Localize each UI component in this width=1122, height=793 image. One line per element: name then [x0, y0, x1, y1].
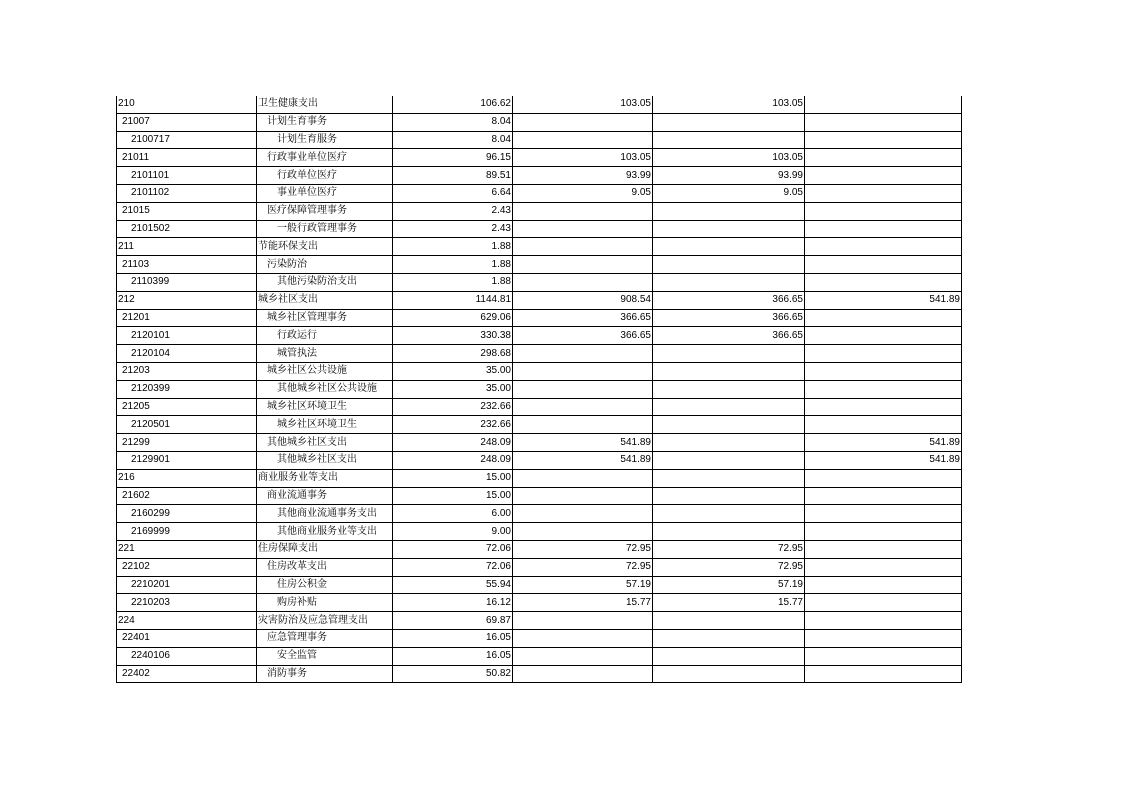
- amount-cell-2: [653, 362, 805, 380]
- amount-cell-1: 57.19: [513, 576, 653, 594]
- amount-cell-1: [513, 220, 653, 238]
- table-row: [117, 113, 962, 131]
- total-cell: 298.68: [393, 345, 513, 363]
- subject-name-cell: 节能环保支出: [257, 238, 393, 256]
- amount-cell-1: [513, 647, 653, 665]
- subject-name-cell: 其他城乡社区公共设施: [257, 380, 393, 398]
- subject-name-cell: 事业单位医疗: [257, 184, 393, 202]
- amount-cell-1: [513, 398, 653, 416]
- amount-cell-3: [805, 184, 962, 202]
- amount-cell-3: [805, 167, 962, 185]
- table-row: [117, 451, 962, 469]
- total-cell: 248.09: [393, 434, 513, 452]
- table-row: [117, 398, 962, 416]
- subject-code-cell: 21007: [117, 113, 257, 131]
- subject-code-cell: 21205: [117, 398, 257, 416]
- amount-cell-1: 15.77: [513, 594, 653, 612]
- subject-name-cell: 其他城乡社区支出: [257, 451, 393, 469]
- total-cell: 1.88: [393, 273, 513, 291]
- subject-name-cell: 购房补贴: [257, 594, 393, 612]
- total-cell: 1.88: [393, 256, 513, 274]
- total-cell: 8.04: [393, 113, 513, 131]
- amount-cell-2: [653, 273, 805, 291]
- total-cell: 8.04: [393, 131, 513, 149]
- subject-code-cell: 2120101: [117, 327, 257, 345]
- total-cell: 106.62: [393, 96, 513, 113]
- table-row: [117, 362, 962, 380]
- subject-code-cell: 210: [117, 96, 257, 113]
- amount-cell-1: 366.65: [513, 327, 653, 345]
- total-cell: 232.66: [393, 416, 513, 434]
- subject-code-cell: 2101102: [117, 184, 257, 202]
- subject-name-cell: 商业流通事务: [257, 487, 393, 505]
- subject-name-cell: 卫生健康支出: [257, 96, 393, 113]
- total-cell: 2.43: [393, 202, 513, 220]
- total-cell: 55.94: [393, 576, 513, 594]
- amount-cell-1: 72.95: [513, 558, 653, 576]
- amount-cell-2: 15.77: [653, 594, 805, 612]
- subject-name-cell: 住房公积金: [257, 576, 393, 594]
- subject-code-cell: 21011: [117, 149, 257, 167]
- subject-name-cell: 住房改革支出: [257, 558, 393, 576]
- amount-cell-1: [513, 469, 653, 487]
- amount-cell-2: [653, 416, 805, 434]
- subject-code-cell: 21203: [117, 362, 257, 380]
- amount-cell-1: [513, 612, 653, 630]
- amount-cell-3: [805, 576, 962, 594]
- amount-cell-3: [805, 487, 962, 505]
- amount-cell-3: 541.89: [805, 434, 962, 452]
- table-row: [117, 540, 962, 558]
- subject-name-cell: 消防事务: [257, 665, 393, 683]
- table-row: [117, 647, 962, 665]
- subject-name-cell: 医疗保障管理事务: [257, 202, 393, 220]
- subject-name-cell: 灾害防治及应急管理支出: [257, 612, 393, 630]
- amount-cell-1: [513, 256, 653, 274]
- amount-cell-1: [513, 487, 653, 505]
- subject-code-cell: 216: [117, 469, 257, 487]
- amount-cell-1: 93.99: [513, 167, 653, 185]
- amount-cell-2: 93.99: [653, 167, 805, 185]
- amount-cell-3: [805, 327, 962, 345]
- subject-name-cell: 行政事业单位医疗: [257, 149, 393, 167]
- amount-cell-3: [805, 594, 962, 612]
- subject-code-cell: 22401: [117, 629, 257, 647]
- amount-cell-2: 366.65: [653, 327, 805, 345]
- table-row: [117, 487, 962, 505]
- amount-cell-1: 908.54: [513, 291, 653, 309]
- subject-code-cell: 21103: [117, 256, 257, 274]
- total-cell: 50.82: [393, 665, 513, 683]
- subject-name-cell: 城管执法: [257, 345, 393, 363]
- table-row: [117, 256, 962, 274]
- table-row: [117, 523, 962, 541]
- subject-code-cell: 221: [117, 540, 257, 558]
- amount-cell-2: 366.65: [653, 291, 805, 309]
- table-row: [117, 291, 962, 309]
- amount-cell-3: [805, 665, 962, 683]
- amount-cell-3: [805, 540, 962, 558]
- amount-cell-3: [805, 113, 962, 131]
- amount-cell-3: [805, 273, 962, 291]
- amount-cell-2: [653, 398, 805, 416]
- amount-cell-2: 72.95: [653, 540, 805, 558]
- subject-code-cell: 2101502: [117, 220, 257, 238]
- table-row: [117, 96, 962, 113]
- total-cell: 1144.81: [393, 291, 513, 309]
- amount-cell-2: 57.19: [653, 576, 805, 594]
- subject-code-cell: 2129901: [117, 451, 257, 469]
- amount-cell-1: [513, 238, 653, 256]
- amount-cell-3: [805, 362, 962, 380]
- subject-code-cell: 2110399: [117, 273, 257, 291]
- subject-name-cell: 城乡社区环境卫生: [257, 416, 393, 434]
- subject-name-cell: 一般行政管理事务: [257, 220, 393, 238]
- subject-code-cell: 2210203: [117, 594, 257, 612]
- amount-cell-2: [653, 523, 805, 541]
- amount-cell-2: [653, 469, 805, 487]
- subject-name-cell: 应急管理事务: [257, 629, 393, 647]
- amount-cell-3: [805, 309, 962, 327]
- amount-cell-1: [513, 416, 653, 434]
- amount-cell-2: [653, 220, 805, 238]
- amount-cell-2: [653, 256, 805, 274]
- subject-code-cell: 21201: [117, 309, 257, 327]
- subject-name-cell: 行政运行: [257, 327, 393, 345]
- total-cell: 1.88: [393, 238, 513, 256]
- subject-name-cell: 城乡社区公共设施: [257, 362, 393, 380]
- total-cell: 6.00: [393, 505, 513, 523]
- amount-cell-3: [805, 238, 962, 256]
- budget-table: [116, 96, 962, 683]
- amount-cell-1: 9.05: [513, 184, 653, 202]
- table-row: [117, 184, 962, 202]
- subject-name-cell: 其他商业服务业等支出: [257, 523, 393, 541]
- subject-code-cell: 21299: [117, 434, 257, 452]
- total-cell: 15.00: [393, 487, 513, 505]
- subject-name-cell: 计划生育事务: [257, 113, 393, 131]
- amount-cell-3: [805, 131, 962, 149]
- amount-cell-2: 9.05: [653, 184, 805, 202]
- amount-cell-1: [513, 505, 653, 523]
- amount-cell-1: [513, 273, 653, 291]
- amount-cell-3: [805, 149, 962, 167]
- subject-code-cell: 224: [117, 612, 257, 630]
- table-row: [117, 469, 962, 487]
- amount-cell-3: [805, 345, 962, 363]
- subject-name-cell: 城乡社区环境卫生: [257, 398, 393, 416]
- total-cell: 96.15: [393, 149, 513, 167]
- amount-cell-2: [653, 113, 805, 131]
- amount-cell-3: [805, 505, 962, 523]
- amount-cell-3: [805, 398, 962, 416]
- subject-name-cell: 商业服务业等支出: [257, 469, 393, 487]
- amount-cell-2: [653, 451, 805, 469]
- amount-cell-3: [805, 416, 962, 434]
- table-row: [117, 612, 962, 630]
- total-cell: 15.00: [393, 469, 513, 487]
- amount-cell-2: 103.05: [653, 96, 805, 113]
- total-cell: 9.00: [393, 523, 513, 541]
- subject-name-cell: 城乡社区支出: [257, 291, 393, 309]
- table-row: [117, 576, 962, 594]
- amount-cell-3: [805, 558, 962, 576]
- amount-cell-1: 103.05: [513, 96, 653, 113]
- amount-cell-2: [653, 647, 805, 665]
- subject-code-cell: 2210201: [117, 576, 257, 594]
- subject-code-cell: 2120104: [117, 345, 257, 363]
- table-row: [117, 434, 962, 452]
- amount-cell-3: [805, 469, 962, 487]
- table-row: [117, 629, 962, 647]
- total-cell: 72.06: [393, 558, 513, 576]
- amount-cell-2: [653, 505, 805, 523]
- subject-name-cell: 计划生育服务: [257, 131, 393, 149]
- subject-code-cell: 21015: [117, 202, 257, 220]
- amount-cell-1: 366.65: [513, 309, 653, 327]
- amount-cell-2: [653, 487, 805, 505]
- total-cell: 248.09: [393, 451, 513, 469]
- table-row: [117, 380, 962, 398]
- amount-cell-1: [513, 113, 653, 131]
- total-cell: 35.00: [393, 362, 513, 380]
- subject-name-cell: 其他城乡社区支出: [257, 434, 393, 452]
- table-row: [117, 149, 962, 167]
- amount-cell-2: [653, 238, 805, 256]
- amount-cell-1: [513, 665, 653, 683]
- subject-code-cell: 212: [117, 291, 257, 309]
- amount-cell-2: [653, 434, 805, 452]
- total-cell: 232.66: [393, 398, 513, 416]
- amount-cell-3: [805, 96, 962, 113]
- table-row: [117, 665, 962, 683]
- subject-code-cell: 2120399: [117, 380, 257, 398]
- amount-cell-2: [653, 629, 805, 647]
- subject-name-cell: 污染防治: [257, 256, 393, 274]
- amount-cell-3: [805, 202, 962, 220]
- amount-cell-3: [805, 629, 962, 647]
- subject-code-cell: 2120501: [117, 416, 257, 434]
- subject-name-cell: 其他污染防治支出: [257, 273, 393, 291]
- table-row: [117, 131, 962, 149]
- amount-cell-2: [653, 345, 805, 363]
- table-row: [117, 238, 962, 256]
- amount-cell-3: [805, 612, 962, 630]
- subject-code-cell: 2100717: [117, 131, 257, 149]
- amount-cell-3: 541.89: [805, 451, 962, 469]
- amount-cell-1: [513, 380, 653, 398]
- table-row: [117, 505, 962, 523]
- amount-cell-1: 541.89: [513, 451, 653, 469]
- amount-cell-3: [805, 256, 962, 274]
- amount-cell-2: 366.65: [653, 309, 805, 327]
- table-row: [117, 416, 962, 434]
- amount-cell-3: [805, 647, 962, 665]
- total-cell: 72.06: [393, 540, 513, 558]
- amount-cell-2: [653, 380, 805, 398]
- amount-cell-1: [513, 629, 653, 647]
- subject-name-cell: 安全监管: [257, 647, 393, 665]
- total-cell: 2.43: [393, 220, 513, 238]
- budget-table-body: [117, 96, 962, 683]
- amount-cell-2: [653, 131, 805, 149]
- total-cell: 16.05: [393, 629, 513, 647]
- table-row: [117, 273, 962, 291]
- amount-cell-2: 72.95: [653, 558, 805, 576]
- total-cell: 330.38: [393, 327, 513, 345]
- table-row: [117, 558, 962, 576]
- amount-cell-3: [805, 380, 962, 398]
- amount-cell-2: 103.05: [653, 149, 805, 167]
- subject-code-cell: 2160299: [117, 505, 257, 523]
- total-cell: 629.06: [393, 309, 513, 327]
- subject-code-cell: 21602: [117, 487, 257, 505]
- total-cell: 89.51: [393, 167, 513, 185]
- subject-code-cell: 2101101: [117, 167, 257, 185]
- subject-name-cell: 行政单位医疗: [257, 167, 393, 185]
- total-cell: 69.87: [393, 612, 513, 630]
- table-row: [117, 309, 962, 327]
- amount-cell-1: [513, 523, 653, 541]
- amount-cell-2: [653, 202, 805, 220]
- total-cell: 16.12: [393, 594, 513, 612]
- amount-cell-3: [805, 220, 962, 238]
- subject-code-cell: 2240106: [117, 647, 257, 665]
- table-row: [117, 167, 962, 185]
- amount-cell-1: [513, 345, 653, 363]
- table-row: [117, 327, 962, 345]
- amount-cell-3: [805, 523, 962, 541]
- subject-name-cell: 住房保障支出: [257, 540, 393, 558]
- amount-cell-2: [653, 665, 805, 683]
- total-cell: 35.00: [393, 380, 513, 398]
- subject-code-cell: 211: [117, 238, 257, 256]
- subject-name-cell: 其他商业流通事务支出: [257, 505, 393, 523]
- table-row: [117, 345, 962, 363]
- amount-cell-3: 541.89: [805, 291, 962, 309]
- amount-cell-1: [513, 362, 653, 380]
- subject-code-cell: 2169999: [117, 523, 257, 541]
- amount-cell-2: [653, 612, 805, 630]
- table-row: [117, 202, 962, 220]
- subject-name-cell: 城乡社区管理事务: [257, 309, 393, 327]
- subject-code-cell: 22402: [117, 665, 257, 683]
- amount-cell-1: 72.95: [513, 540, 653, 558]
- amount-cell-1: 103.05: [513, 149, 653, 167]
- total-cell: 16.05: [393, 647, 513, 665]
- total-cell: 6.64: [393, 184, 513, 202]
- amount-cell-1: [513, 202, 653, 220]
- subject-code-cell: 22102: [117, 558, 257, 576]
- amount-cell-1: 541.89: [513, 434, 653, 452]
- amount-cell-1: [513, 131, 653, 149]
- table-row: [117, 220, 962, 238]
- table-row: [117, 594, 962, 612]
